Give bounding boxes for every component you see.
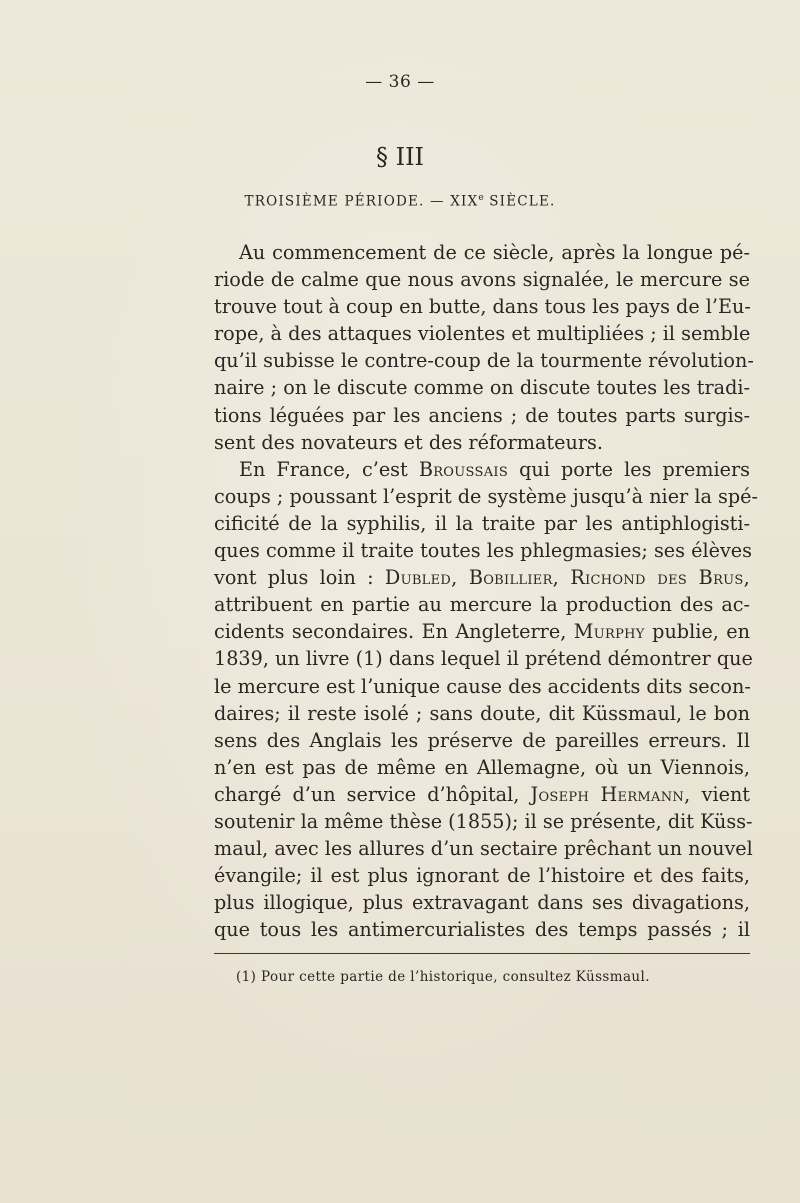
text-line: n’en est pas de même en Allemagne, où un Viennois, [214, 755, 750, 779]
name-bobillier: Bobillier, [468, 566, 560, 590]
text-line: que tous les antimercurialistes des temps passés ; il [214, 918, 750, 942]
text-line: daires; il reste isolé ; sans doute, dit Küssmaul, le bon [214, 701, 750, 725]
text-line: Au commencement de ce siècle, après la longue pé- [239, 241, 750, 264]
text-fragment: vont plus loin : [214, 566, 374, 590]
period-heading [82, 193, 718, 210]
text-line: coups ; poussant l’esprit de système jusqu’à nier la spé- [214, 484, 758, 508]
period-heading-end: SIÈCLE. [483, 193, 556, 210]
text-line: soutenir la même thèse (1855); il se présente, dit Küss- [214, 809, 753, 833]
text-fragment: En France, c’est [239, 457, 408, 481]
text-line: sens des Anglais les préserve de pareilles erreurs. Il [214, 728, 750, 752]
body-text [214, 239, 758, 943]
text-line: tions léguées par les anciens ; de toutes parts surgis- [214, 403, 750, 427]
name-joseph-hermann: Joseph Hermann, [530, 782, 691, 806]
text-fragment: publie, en [652, 620, 751, 644]
text-fragment: qui porte les premiers [519, 457, 751, 481]
period-heading-main: TROISIÈME PÉRIODE. — XIX [244, 193, 479, 210]
name-dubled: Dubled, [384, 566, 458, 590]
period-heading-superscript: e [478, 193, 484, 203]
section-heading: § III [375, 143, 425, 171]
text-line: attribuent en partie au mercure la production des ac- [214, 593, 750, 617]
text-fragment: chargé d’un service d’hôpital, [214, 782, 520, 806]
text-line: maul, avec les allures d’un sectaire prêchant un nouvel [214, 837, 753, 861]
text-line: riode de calme que nous avons signalée, le mercure se [214, 268, 750, 292]
text-line: cificité de la syphilis, il la traite par les antiphlogisti- [214, 511, 750, 535]
text-line: naire ; on le discute comme on discute toutes les tradi- [214, 376, 750, 400]
text-line: évangile; il est plus ignorant de l’histoire et des faits, [214, 864, 750, 888]
text-line: rope, à des attaques violentes et multipliées ; il semble [214, 322, 751, 346]
text-line [214, 618, 750, 645]
text-fragment: vient [701, 782, 751, 806]
footnote: (1) Pour cette partie de l’historique, consultez Küssmaul. [236, 969, 650, 985]
name-murphy: Murphy [573, 620, 645, 644]
text-line: le mercure est l’unique cause des accidents dits secon- [214, 674, 751, 698]
text-line: plus illogique, plus extravagant dans ses divagations, [214, 891, 750, 915]
text-line: 1839, un livre (1) dans lequel il prétend démontrer que [214, 647, 753, 671]
name-richond-des-brus: Richond des Brus, [570, 566, 751, 590]
text-line [214, 564, 750, 591]
footnote-divider [214, 953, 750, 954]
page-number: — 36 — [365, 72, 435, 92]
text-line: qu’il subisse le contre-coup de la tourmente révolution- [214, 349, 754, 373]
text-line: sent des novateurs et des réformateurs. [214, 430, 603, 454]
text-line [214, 456, 750, 483]
text-line: trouve tout à coup en butte, dans tous les pays de l’Eu- [214, 295, 751, 319]
text-fragment: cidents secondaires. En Angleterre, [214, 620, 567, 644]
text-line: ques comme il traite toutes les phlegmasies; ses élèves [214, 539, 752, 563]
name-broussais: Broussais [418, 457, 509, 481]
text-line [214, 781, 750, 808]
